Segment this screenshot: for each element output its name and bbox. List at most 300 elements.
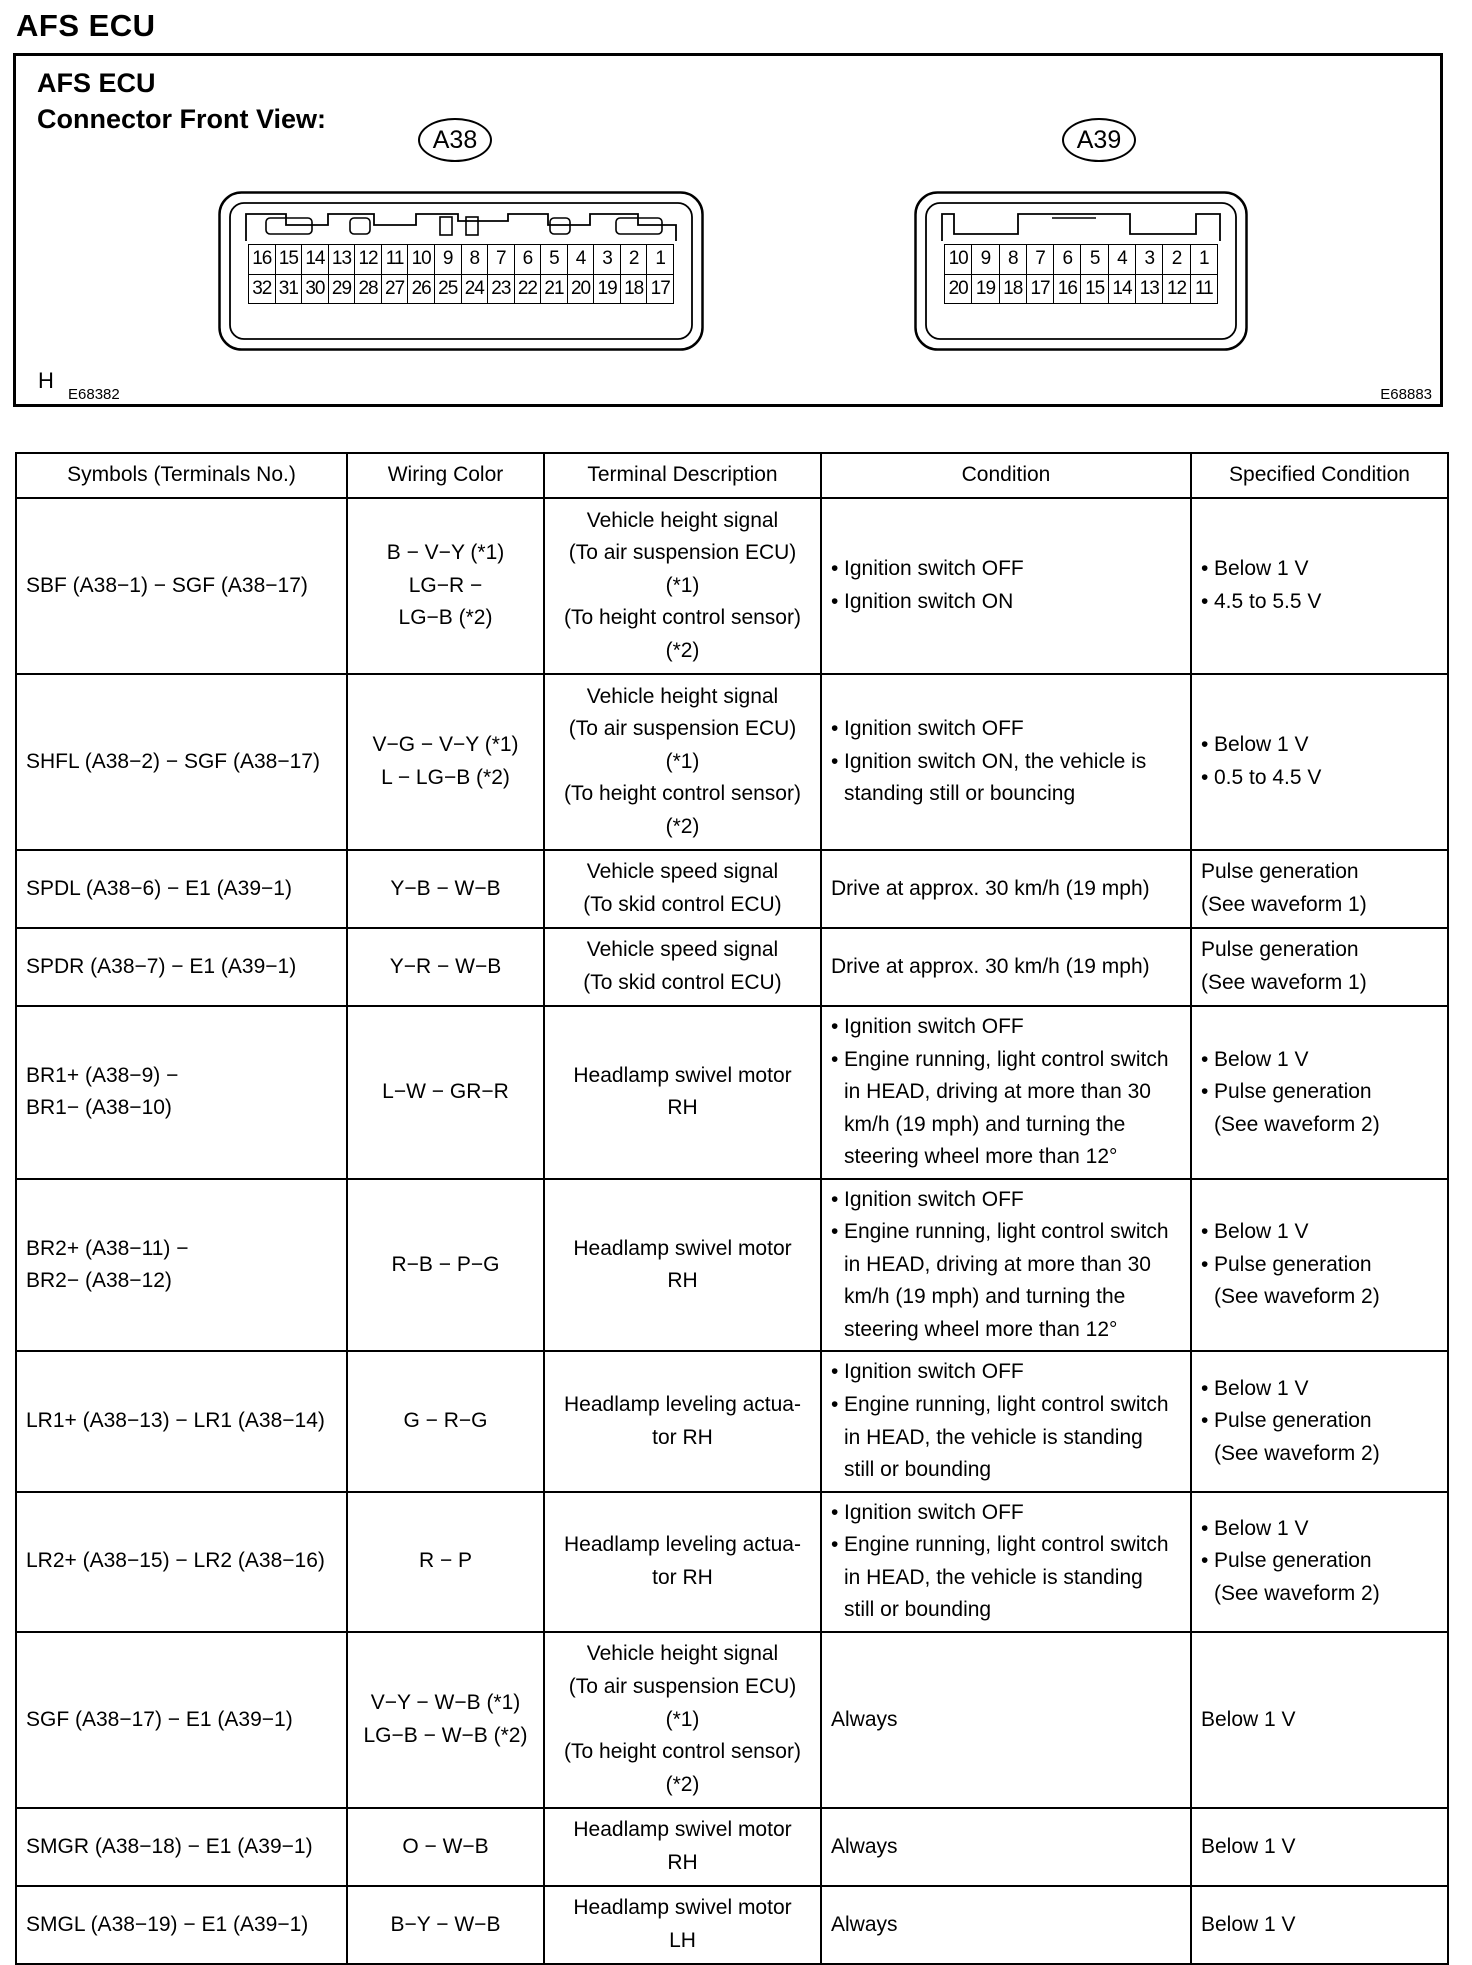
specified-item xyxy=(1201,1545,1438,1610)
table-row xyxy=(16,498,1448,674)
cell-condition xyxy=(821,1351,1191,1491)
description-line: Vehicle speed signal xyxy=(586,938,779,962)
cell-condition xyxy=(821,498,1191,674)
specified-item xyxy=(1201,1909,1438,1942)
bullet-icon: • xyxy=(831,1500,839,1524)
condition-line: Engine running, light control switch xyxy=(844,1533,1169,1557)
bullet-icon: • xyxy=(1201,1549,1209,1573)
cell-symbols xyxy=(16,1006,347,1179)
symbols-line: SBF (A38−1) − SGF (A38−17) xyxy=(26,573,308,597)
pin-a39-3: 3 xyxy=(1136,245,1163,275)
table-row xyxy=(16,1006,1448,1179)
cell-specified-condition xyxy=(1191,928,1448,1006)
pin-a38-20: 20 xyxy=(568,275,595,305)
specified-line: Below 1 V xyxy=(1214,1376,1309,1400)
description-line: Headlamp swivel motor xyxy=(573,1896,792,1920)
symbols-line: SMGR (A38−18) − E1 (A39−1) xyxy=(26,1834,313,1858)
bullet-icon: • xyxy=(1201,766,1209,789)
cell-wiring-color xyxy=(347,1492,544,1632)
specified-line: Below 1 V xyxy=(1214,1516,1309,1540)
cell-specified-condition xyxy=(1191,1632,1448,1808)
description-line: (*1) xyxy=(665,749,700,773)
condition-item xyxy=(831,1356,1181,1389)
description-line: (To height control sensor) xyxy=(564,782,801,806)
description-line: (*1) xyxy=(665,1707,700,1731)
pin-a38-16: 16 xyxy=(249,245,276,275)
cell-wiring-color xyxy=(347,1179,544,1352)
condition-line: Engine running, light control switch xyxy=(844,1393,1169,1417)
bullet-icon: • xyxy=(831,1015,839,1038)
condition-item xyxy=(831,586,1181,619)
condition-line: Ignition switch OFF xyxy=(844,717,1024,741)
specified-line: (See waveform 1) xyxy=(1201,971,1367,994)
specified-item xyxy=(1201,586,1438,619)
specified-line: Pulse generation xyxy=(1214,1409,1372,1433)
wiring-line: Y−R − W−B xyxy=(389,954,502,978)
bullet-icon: • xyxy=(831,1393,839,1417)
specified-text xyxy=(1214,762,1321,795)
cell-condition xyxy=(821,1179,1191,1352)
bullet-icon: • xyxy=(831,557,839,581)
description-line: (To air suspension ECU) xyxy=(568,717,797,741)
specified-text xyxy=(1214,729,1309,762)
condition-line: Always xyxy=(831,1834,898,1858)
condition-line: Ignition switch OFF xyxy=(844,1015,1024,1038)
cell-terminal-description xyxy=(544,1351,821,1491)
description-line: Headlamp swivel motor xyxy=(573,1818,792,1842)
cell-symbols xyxy=(16,1886,347,1964)
specified-text xyxy=(1214,1249,1380,1314)
bullet-icon: • xyxy=(831,1360,839,1384)
description-line: RH xyxy=(667,1096,698,1120)
diagram-title: AFS ECU xyxy=(37,68,156,98)
condition-line: Ignition switch ON, the vehicle is xyxy=(844,749,1147,773)
bullet-icon: • xyxy=(1201,1516,1209,1540)
pin-a38-6: 6 xyxy=(515,245,542,275)
description-line: Headlamp leveling actua- xyxy=(564,1393,801,1417)
description-line: (*2) xyxy=(665,814,700,838)
cell-symbols xyxy=(16,850,347,928)
pin-a39-4: 4 xyxy=(1109,245,1136,275)
connector-tag-a38: A38 xyxy=(418,118,492,162)
specified-item xyxy=(1201,1249,1438,1314)
description-line: (*2) xyxy=(665,638,700,662)
symbols-line: SPDR (A38−7) − E1 (A39−1) xyxy=(26,954,297,978)
description-line: tor RH xyxy=(652,1565,713,1589)
specified-text xyxy=(1214,586,1321,619)
specified-text xyxy=(1214,1405,1380,1470)
condition-text xyxy=(844,1529,1169,1627)
condition-item xyxy=(831,1497,1181,1530)
pin-a38-18: 18 xyxy=(621,275,648,305)
cell-condition xyxy=(821,674,1191,850)
symbols-line: BR2− (A38−12) xyxy=(26,1269,172,1293)
cell-specified-condition xyxy=(1191,674,1448,850)
specified-item xyxy=(1201,1044,1438,1077)
cell-wiring-color xyxy=(347,850,544,928)
pin-a39-7: 7 xyxy=(1027,245,1054,275)
bullet-icon: • xyxy=(831,717,839,741)
condition-item xyxy=(831,713,1181,746)
condition-text xyxy=(844,1011,1024,1044)
symbols-line: SPDL (A38−6) − E1 (A39−1) xyxy=(26,876,292,900)
header-condition: Condition xyxy=(821,453,1191,498)
condition-text xyxy=(844,1356,1024,1389)
condition-item xyxy=(831,1184,1181,1217)
description-line: (To air suspension ECU) xyxy=(568,1675,797,1699)
pin-a38-7: 7 xyxy=(488,245,515,275)
specified-line: 0.5 to 4.5 V xyxy=(1214,766,1322,789)
pin-a38-10: 10 xyxy=(408,245,435,275)
cell-wiring-color xyxy=(347,674,544,850)
cell-terminal-description xyxy=(544,1886,821,1964)
description-line: Headlamp swivel motor xyxy=(573,1236,792,1260)
description-line: tor RH xyxy=(652,1425,713,1449)
specified-text xyxy=(1214,1044,1309,1077)
pin-a38-30: 30 xyxy=(302,275,329,305)
condition-line: standing still or bouncing xyxy=(844,782,1076,806)
diagram-subtitle: Connector Front View: xyxy=(37,104,327,134)
pin-a38-12: 12 xyxy=(355,245,382,275)
pin-a38-31: 31 xyxy=(276,275,303,305)
specified-line: 4.5 to 5.5 V xyxy=(1214,590,1322,613)
cell-terminal-description xyxy=(544,1179,821,1352)
table-row xyxy=(16,1351,1448,1491)
condition-line: Ignition switch OFF xyxy=(844,557,1024,581)
pin-a38-27: 27 xyxy=(382,275,409,305)
condition-item xyxy=(831,1011,1181,1044)
symbols-line: SMGL (A38−19) − E1 (A39−1) xyxy=(26,1912,309,1936)
condition-item xyxy=(831,553,1181,586)
condition-line: Ignition switch OFF xyxy=(844,1500,1024,1524)
condition-text xyxy=(844,1216,1169,1346)
specified-item xyxy=(1201,856,1438,921)
pin-a39-16: 16 xyxy=(1054,275,1081,305)
condition-line: steering wheel more than 12° xyxy=(844,1145,1118,1169)
pin-a39-5: 5 xyxy=(1081,245,1108,275)
specified-text xyxy=(1214,1373,1309,1406)
condition-line: Engine running, light control switch xyxy=(844,1220,1169,1244)
condition-line: Always xyxy=(831,1912,898,1936)
pin-a38-29: 29 xyxy=(329,275,356,305)
page-title: AFS ECU xyxy=(16,8,156,43)
condition-line: Ignition switch OFF xyxy=(844,1187,1024,1211)
condition-item xyxy=(831,1216,1181,1346)
table-body xyxy=(16,498,1448,1964)
description-line: (To skid control ECU) xyxy=(583,893,782,916)
cell-terminal-description xyxy=(544,1632,821,1808)
wiring-line: B−Y − W−B xyxy=(390,1912,501,1936)
cell-specified-condition xyxy=(1191,1006,1448,1179)
condition-line: Ignition switch ON xyxy=(844,590,1014,613)
condition-line: km/h (19 mph) and turning the xyxy=(844,1285,1126,1309)
pin-a39-10: 10 xyxy=(945,245,972,275)
condition-line: Engine running, light control switch xyxy=(844,1047,1169,1071)
bullet-icon: • xyxy=(831,1187,839,1211)
specified-text xyxy=(1201,1831,1438,1864)
specified-text xyxy=(1201,934,1438,999)
specified-item xyxy=(1201,1831,1438,1864)
cell-condition xyxy=(821,1492,1191,1632)
diagram-code-left: E68382 xyxy=(68,386,120,403)
pin-a38-22: 22 xyxy=(515,275,542,305)
specified-line: Below 1 V xyxy=(1214,733,1309,757)
symbols-line: SHFL (A38−2) − SGF (A38−17) xyxy=(26,749,320,773)
specified-item xyxy=(1201,1704,1438,1737)
condition-text xyxy=(844,1497,1024,1530)
description-line: Vehicle speed signal xyxy=(586,860,779,884)
pin-a38-24: 24 xyxy=(462,275,489,305)
cell-specified-condition xyxy=(1191,1179,1448,1352)
condition-item xyxy=(831,1389,1181,1487)
description-line: Vehicle height signal xyxy=(586,508,779,532)
connector-a38-pins xyxy=(248,244,674,304)
specified-item xyxy=(1201,1373,1438,1406)
table-row xyxy=(16,1632,1448,1808)
specified-text xyxy=(1214,553,1309,586)
pin-a38-23: 23 xyxy=(488,275,515,305)
specified-line: Pulse generation xyxy=(1214,1252,1372,1276)
cell-symbols xyxy=(16,1351,347,1491)
pin-a39-11: 11 xyxy=(1191,275,1218,305)
cell-terminal-description xyxy=(544,498,821,674)
pin-a38-32: 32 xyxy=(249,275,276,305)
condition-text xyxy=(844,586,1013,619)
wiring-line: R − P xyxy=(418,1549,473,1573)
specified-line: Below 1 V xyxy=(1214,1220,1309,1244)
pin-a39-1: 1 xyxy=(1191,245,1218,275)
pin-a38-26: 26 xyxy=(408,275,435,305)
pin-a39-8: 8 xyxy=(1000,245,1027,275)
condition-item xyxy=(831,951,1181,984)
wiring-line: V−Y − W−B (*1) xyxy=(370,1691,521,1715)
pin-a38-4: 4 xyxy=(568,245,595,275)
wiring-line: L−W − GR−R xyxy=(382,1080,509,1104)
specified-line: (See waveform 2) xyxy=(1214,1441,1380,1465)
condition-item xyxy=(831,746,1181,811)
cell-wiring-color xyxy=(347,498,544,674)
pin-a39-12: 12 xyxy=(1163,275,1190,305)
description-line: RH xyxy=(667,1269,698,1293)
specified-line: Pulse generation xyxy=(1201,938,1359,962)
condition-text xyxy=(831,1704,1181,1737)
condition-item xyxy=(831,1529,1181,1627)
specified-line: Pulse generation xyxy=(1214,1080,1372,1104)
symbols-line: BR1− (A38−10) xyxy=(26,1096,172,1120)
condition-text xyxy=(831,1831,1181,1864)
condition-item xyxy=(831,1831,1181,1864)
bullet-icon: • xyxy=(1201,1409,1209,1433)
specified-line: (See waveform 1) xyxy=(1201,893,1367,916)
bullet-icon: • xyxy=(1201,590,1209,613)
specified-item xyxy=(1201,762,1438,795)
symbols-line: BR2+ (A38−11) − xyxy=(26,1236,189,1260)
diagram-code-right: E68883 xyxy=(1380,386,1432,403)
description-line: (To height control sensor) xyxy=(564,1740,801,1764)
connector-a39 xyxy=(914,191,1248,351)
cell-symbols xyxy=(16,674,347,850)
pin-a38-19: 19 xyxy=(594,275,621,305)
condition-line: still or bounding xyxy=(844,1458,992,1482)
cell-terminal-description xyxy=(544,928,821,1006)
cell-symbols xyxy=(16,928,347,1006)
specified-item xyxy=(1201,729,1438,762)
bullet-icon: • xyxy=(831,749,839,773)
header-symbols: Symbols (Terminals No.) xyxy=(16,453,347,498)
cell-wiring-color xyxy=(347,1808,544,1886)
pin-a39-2: 2 xyxy=(1163,245,1190,275)
description-line: RH xyxy=(667,1850,698,1874)
pin-a38-21: 21 xyxy=(541,275,568,305)
condition-text xyxy=(844,713,1024,746)
specified-text xyxy=(1201,856,1438,921)
description-line: Vehicle height signal xyxy=(586,684,779,708)
condition-item xyxy=(831,1704,1181,1737)
table-row xyxy=(16,850,1448,928)
condition-item xyxy=(831,1044,1181,1174)
specified-item xyxy=(1201,1076,1438,1141)
symbols-line: SGF (A38−17) − E1 (A39−1) xyxy=(26,1707,293,1731)
cell-wiring-color xyxy=(347,1632,544,1808)
cell-specified-condition xyxy=(1191,850,1448,928)
cell-terminal-description xyxy=(544,1492,821,1632)
specified-line: Below 1 V xyxy=(1214,1047,1309,1071)
pin-a38-15: 15 xyxy=(276,245,303,275)
specified-line: (See waveform 2) xyxy=(1214,1285,1380,1309)
specified-line: Below 1 V xyxy=(1201,1707,1296,1731)
condition-line: Ignition switch OFF xyxy=(844,1360,1024,1384)
cell-terminal-description xyxy=(544,850,821,928)
condition-item xyxy=(831,1909,1181,1942)
condition-line: Always xyxy=(831,1707,898,1731)
description-line: (To air suspension ECU) xyxy=(568,541,797,565)
cell-condition xyxy=(821,850,1191,928)
bullet-icon: • xyxy=(831,1533,839,1557)
specified-text xyxy=(1214,1513,1309,1546)
condition-text xyxy=(831,873,1181,906)
bullet-icon: • xyxy=(1201,557,1209,581)
condition-line: Drive at approx. 30 km/h (19 mph) xyxy=(831,954,1150,978)
condition-text xyxy=(844,553,1024,586)
description-line: (*1) xyxy=(665,573,700,597)
symbols-line: BR1+ (A38−9) − xyxy=(26,1063,179,1087)
specified-item xyxy=(1201,934,1438,999)
specified-line: (See waveform 2) xyxy=(1214,1582,1380,1606)
bullet-icon: • xyxy=(831,1047,839,1071)
wiring-line: R−B − P−G xyxy=(391,1252,500,1276)
wiring-line: LG−R − xyxy=(408,573,483,597)
cell-wiring-color xyxy=(347,1351,544,1491)
cell-symbols xyxy=(16,1179,347,1352)
pin-a39-20: 20 xyxy=(945,275,972,305)
specified-text xyxy=(1214,1216,1309,1249)
description-line: Vehicle height signal xyxy=(586,1642,779,1666)
wiring-line: V−G − V−Y (*1) xyxy=(372,733,519,757)
description-line: Headlamp swivel motor xyxy=(573,1063,792,1087)
condition-line: Drive at approx. 30 km/h (19 mph) xyxy=(831,876,1150,900)
cell-condition xyxy=(821,1808,1191,1886)
table-row xyxy=(16,1808,1448,1886)
pin-a38-1: 1 xyxy=(647,245,674,275)
pin-a39-18: 18 xyxy=(1000,275,1027,305)
wiring-line: L − LG−B (*2) xyxy=(381,766,510,789)
pin-a38-25: 25 xyxy=(435,275,462,305)
pin-a39-13: 13 xyxy=(1136,275,1163,305)
cell-specified-condition xyxy=(1191,1351,1448,1491)
symbols-line: LR1+ (A38−13) − LR1 (A38−14) xyxy=(26,1409,325,1433)
connector-tag-a39: A39 xyxy=(1062,118,1136,162)
cell-specified-condition xyxy=(1191,1886,1448,1964)
table-row xyxy=(16,1886,1448,1964)
symbols-line: LR2+ (A38−15) − LR2 (A38−16) xyxy=(26,1549,325,1573)
specified-text xyxy=(1201,1704,1438,1737)
condition-line: still or bounding xyxy=(844,1598,992,1622)
wiring-line: LG−B (*2) xyxy=(398,606,493,630)
specified-line: Pulse generation xyxy=(1214,1549,1372,1573)
pin-a39-19: 19 xyxy=(972,275,999,305)
pin-a39-15: 15 xyxy=(1081,275,1108,305)
description-line: (*2) xyxy=(665,1772,700,1796)
cell-specified-condition xyxy=(1191,498,1448,674)
table-row xyxy=(16,928,1448,1006)
pin-a38-2: 2 xyxy=(621,245,648,275)
bullet-icon: • xyxy=(1201,733,1209,757)
specified-item xyxy=(1201,1405,1438,1470)
connector-a38 xyxy=(218,191,704,351)
cell-wiring-color xyxy=(347,1006,544,1179)
table-header-row xyxy=(16,453,1448,498)
cell-symbols xyxy=(16,1492,347,1632)
pin-a38-5: 5 xyxy=(541,245,568,275)
bullet-icon: • xyxy=(1201,1376,1209,1400)
pin-a39-9: 9 xyxy=(972,245,999,275)
header-terminal-description: Terminal Description xyxy=(544,453,821,498)
specified-line: Below 1 V xyxy=(1201,1834,1296,1858)
diagram-side-mark: H xyxy=(38,368,54,393)
cell-terminal-description xyxy=(544,1006,821,1179)
condition-text xyxy=(831,951,1181,984)
specified-line: Pulse generation xyxy=(1201,860,1359,884)
condition-line: in HEAD, the vehicle is standing xyxy=(844,1565,1143,1589)
condition-line: in HEAD, the vehicle is standing xyxy=(844,1425,1143,1449)
cell-symbols xyxy=(16,498,347,674)
cell-symbols xyxy=(16,1808,347,1886)
condition-text xyxy=(844,1044,1169,1174)
pin-a38-17: 17 xyxy=(647,275,674,305)
wiring-line: LG−B − W−B (*2) xyxy=(363,1723,528,1747)
pin-a39-17: 17 xyxy=(1027,275,1054,305)
connector-diagram xyxy=(13,53,1443,407)
header-specified-condition: Specified Condition xyxy=(1191,453,1448,498)
description-line: (To height control sensor) xyxy=(564,606,801,630)
header-wiring-color: Wiring Color xyxy=(347,453,544,498)
pin-a38-13: 13 xyxy=(329,245,356,275)
description-line: (To skid control ECU) xyxy=(583,971,782,994)
pin-a38-28: 28 xyxy=(355,275,382,305)
condition-line: steering wheel more than 12° xyxy=(844,1317,1118,1341)
specified-text xyxy=(1214,1076,1380,1141)
wiring-line: O − W−B xyxy=(402,1834,489,1858)
pin-a38-14: 14 xyxy=(302,245,329,275)
cell-condition xyxy=(821,928,1191,1006)
specified-line: Below 1 V xyxy=(1214,557,1309,581)
specified-item xyxy=(1201,1513,1438,1546)
bullet-icon: • xyxy=(1201,1047,1209,1071)
specified-line: (See waveform 2) xyxy=(1214,1112,1380,1136)
bullet-icon: • xyxy=(1201,1080,1209,1104)
bullet-icon: • xyxy=(831,590,839,613)
bullet-icon: • xyxy=(1201,1252,1209,1276)
